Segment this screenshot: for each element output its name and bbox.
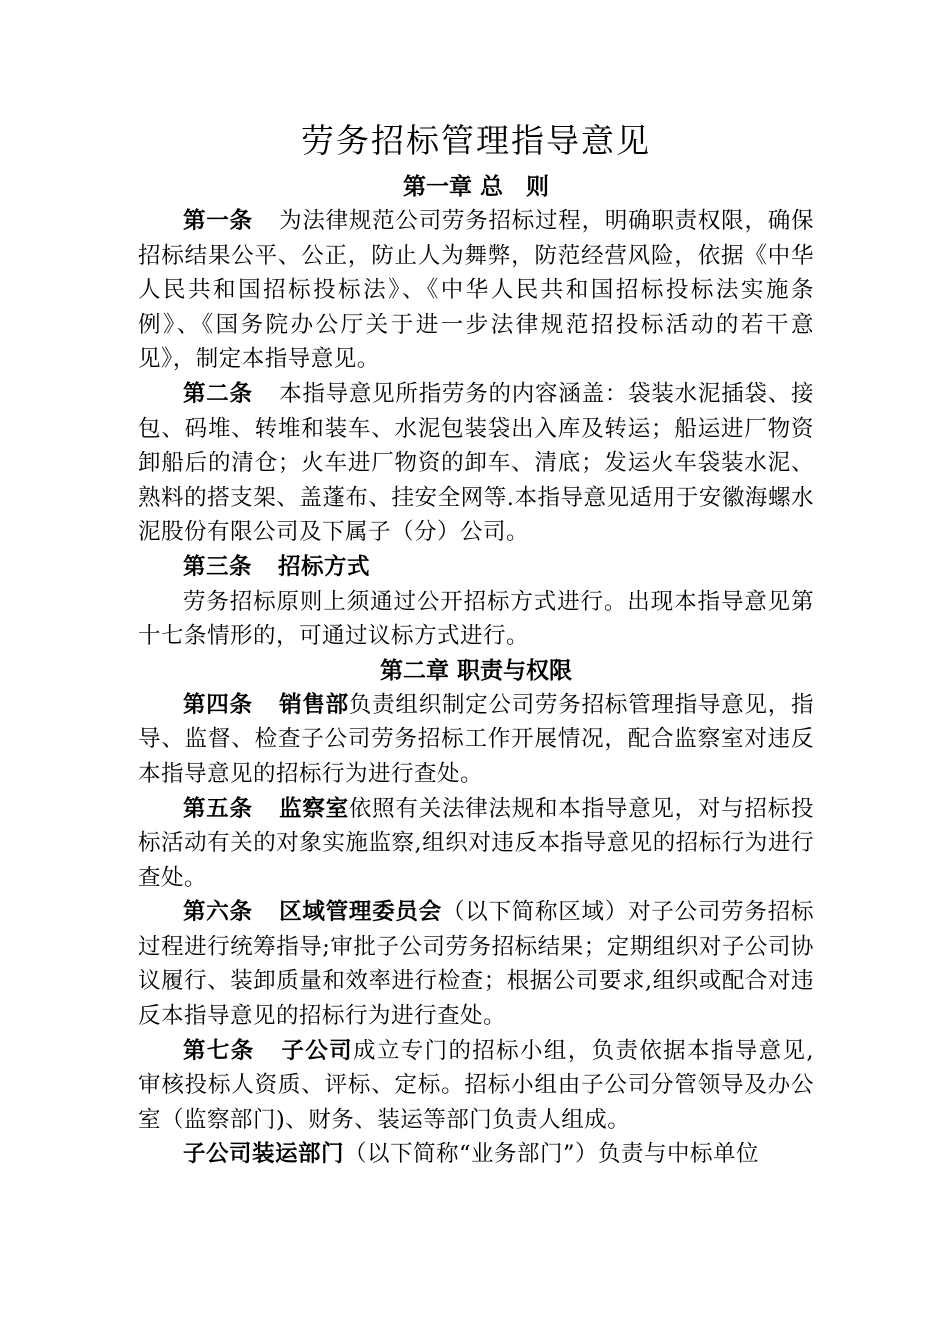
article-subject: 子公司装运部门 <box>183 1141 345 1168</box>
article-subject: 区域管理委员会 <box>278 899 442 926</box>
article-number: 第三条 <box>183 553 253 580</box>
article-subject: 监察室 <box>278 795 349 822</box>
article-number: 第四条 <box>183 691 253 718</box>
chapter-2-heading: 第二章 职责与权限 <box>379 657 572 684</box>
article-7-continued <box>138 1137 814 1172</box>
document-page <box>138 112 814 1172</box>
article-text: 为法律规范公司劳务招标过程，明确职责权限，确保招标结果公平、公正，防止人为舞弊，防范经营风险，依据《中华人民共和国招标投标法》、《中华人民共和国招标投标法实施条例》、《国务院办公厅关于进一步法律规范招投标活动的若干意见》，制定本指导意见。 <box>138 208 814 373</box>
chapter-1-heading: 第一章 总 则 <box>402 174 549 200</box>
article-number: 第二条 <box>183 380 253 407</box>
article-1 <box>138 204 814 377</box>
article-text: 成立专门的招标小组，负责依据本指导意见,审核投标人资质、评标、定标。招标小组由子公司分管领导及办公室（监察部门)、财务、装运等部门负责人组成。 <box>138 1037 814 1133</box>
article-7 <box>138 1034 814 1138</box>
article-2 <box>138 377 814 550</box>
article-3-body: 劳务招标原则上须通过公开招标方式进行。出现本指导意见第十七条情形的，可通过议标方式进行。 <box>138 588 814 650</box>
article-3-heading <box>138 550 814 585</box>
article-number: 第七条 <box>183 1037 255 1064</box>
article-5 <box>138 792 814 896</box>
article-title: 招标方式 <box>278 553 371 580</box>
article-number: 第六条 <box>183 899 253 926</box>
document-title: 劳务招标管理指导意见 <box>301 121 651 160</box>
article-text: 负责组织制定公司劳务招标管理指导意见，指导、监督、检查子公司劳务招标工作开展情况，配合监察室对违反本指导意见的招标行为进行查处。 <box>138 691 814 787</box>
article-text: （以下简称“业务部门”）负责与中标单位 <box>344 1141 760 1168</box>
article-4 <box>138 688 814 792</box>
article-text: 依照有关法律法规和本指导意见，对与招标投标活动有关的对象实施监察,组织对违反本指导意见的招标行为进行查处。 <box>138 795 814 891</box>
article-subject: 子公司 <box>280 1037 354 1064</box>
article-subject: 销售部 <box>278 691 349 718</box>
article-6 <box>138 895 814 1033</box>
article-text: 本指导意见所指劳务的内容涵盖：袋装水泥插袋、接包、码堆、转堆和装车、水泥包装袋出入库及转运；船运进厂物资卸船后的清仓；火车进厂物资的卸车、清底；发运火车袋装水泥、熟料的搭支架、盖蓬布、挂安全网等.本指导意见适用于安徽海螺水泥股份有限公司及下属子（分）公司。 <box>138 380 814 546</box>
article-number: 第一条 <box>183 208 253 234</box>
article-text: （以下简称区域）对子公司劳务招标过程进行统筹指导;审批子公司劳务招标结果；定期组织对子公司协议履行、装卸质量和效率进行检查；根据公司要求,组织或配合对违反本指导意见的招标行为进行查处。 <box>138 899 814 1030</box>
article-number: 第五条 <box>183 795 253 822</box>
